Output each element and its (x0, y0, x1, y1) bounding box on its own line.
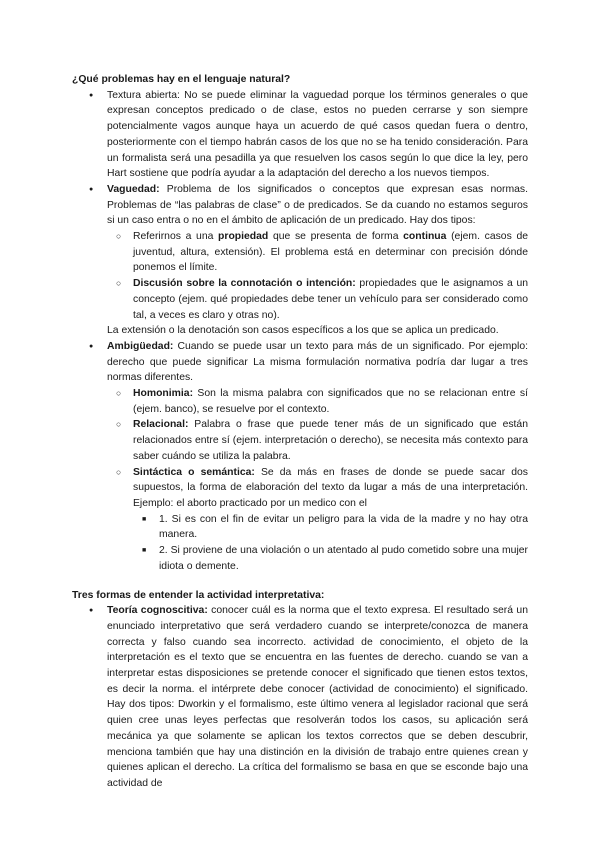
ambiguedad-sublist (107, 386, 528, 574)
vaguedad-term: Vaguedad: (107, 183, 160, 195)
teoria-term: Teoría cognoscitiva: (107, 605, 208, 617)
list-item-teoria-cognoscitiva (72, 603, 528, 791)
homonimia-term: Homonimia: (133, 388, 194, 400)
list-item-case-1: ■ 1. Si es con el fin de evitar un peligro para la vida de la madre y no hay otra manera. (133, 512, 528, 543)
relacional-text: Palabra o frase que puede tener más de un significado que están relacionados entre sí (ejem. interpretación o derecho), se necesita más contexto para saber cuándo se utiliza la palabra. (133, 419, 528, 462)
list-item-ambiguedad (72, 339, 528, 575)
propiedad-text-a: Referirnos a una (133, 231, 219, 243)
relacional-term: Relacional: (133, 419, 189, 431)
discusion-text: propiedades que le asignamos a un concepto (ejem. qué propiedades debe tener un vehículo para ser considerado como tal, a veces es claro y otras no). (133, 278, 528, 321)
list-item-homonimia (107, 386, 528, 417)
problems-list (72, 88, 528, 324)
propiedad-text-e: (ejem. casos de juventud, altura, extensión). El problema está en determinar con precisión dónde ponemos el límite. (133, 231, 528, 274)
list-item-case-2: ■ 2. Si proviene de una violación o un atentado al pudo cometido sobre una mujer idiota o demente. (133, 543, 528, 574)
extension-paragraph: La extensión o la denotación son casos específicos a los que se aplica un predicado. (107, 325, 499, 337)
list-item-sintactica (107, 465, 528, 575)
teoria-text: conocer cuál es la norma que el texto expresa. El resultado será un enunciado interpretativo que será verdadero cuando se interprete/conozca de manera correcta y falso cuando sea incorrecto. actividad de conocimiento, el objeto de la interpretación es el texto que se encuentra en las fuentes de derecho. cuando se van a interpretar estas disposiciones se pretende conocer el significado que tienen estos textos, es decir la norma. el intérprete debe conocer (actividad de conocimiento) el significado. Hay dos tipos: Dworkin y el formalismo, este último venera al legislador racional que será quien cree unas leyes perfectas que resolverán todos los casos, su aplicación será mecánica ya que solamente se aplican los textos correctos que se deben descubrir, menciona también que hay una distinción en la división de trabajo entre quienes crean y quienes aplican el derecho. La crítica del formalismo se basa en que se esconde bajo una actividad de (107, 605, 528, 789)
textura-text: Textura abierta: No se puede eliminar la vaguedad porque los términos generales o que expresan conceptos predicado o de clase, estos no pueden cerrarse y son siempre potencialmente vagos aunque haya un acuerdo de qué casos quedan fuera o dentro, posteriormente con el tiempo habrán casos de los que no se ha tenido consideración. Para un formalista será una pesadilla ya que resuelven los casos según lo que dice la ley, pero Hart sostiene que podría ayudar a la adaptación del derecho a los nuevos tiempos. (107, 89, 528, 180)
sintactica-sublist (133, 512, 528, 575)
problems-list-continued (72, 339, 528, 575)
ambiguedad-text: Cuando se puede usar un texto para más de un significado. Por ejemplo: derecho que puede significar La misma formulación normativa podría dar lugar a tres normas diferentes. (107, 340, 528, 384)
discusion-term: Discusión sobre la connotación o intención: (133, 278, 356, 290)
interpretation-list (72, 603, 528, 791)
list-item-vaguedad (72, 182, 528, 323)
vaguedad-text: Problema de los significados o conceptos que expresan esas normas. Problemas de “las palabras de clase” o de predicados. Se da cuando no estamos seguros si un caso entra o no en el ámbito de aplicación de un predicado. Hay dos tipos: (107, 183, 528, 227)
sintactica-text: Se da más en frases de donde se puede sacar dos supuestos, la forma de elaboración del texto da lugar a más de una interpretación. Ejemplo: el aborto practicado por un medico con el (133, 466, 528, 509)
vaguedad-sublist (107, 229, 528, 323)
section-title-interpretation: Tres formas de entender la actividad interpretativa: (72, 589, 325, 601)
propiedad-text-c: que se presenta de forma (268, 231, 404, 243)
propiedad-term: propiedad (218, 231, 269, 243)
sintactica-term: Sintáctica o semántica: (133, 466, 255, 478)
list-item-textura-abierta (72, 88, 528, 182)
list-item-discusion (107, 276, 528, 323)
continua-term: continua (403, 231, 447, 243)
section-title-problems: ¿Qué problemas hay en el lenguaje natural? (72, 74, 291, 85)
list-item-propiedad (107, 229, 528, 276)
ambiguedad-term: Ambigüedad: (107, 340, 174, 352)
homonimia-text: Son la misma palabra con significados que no se relacionan entre sí (ejem. banco), se resuelve por el contexto. (133, 388, 528, 415)
list-item-relacional (107, 417, 528, 464)
